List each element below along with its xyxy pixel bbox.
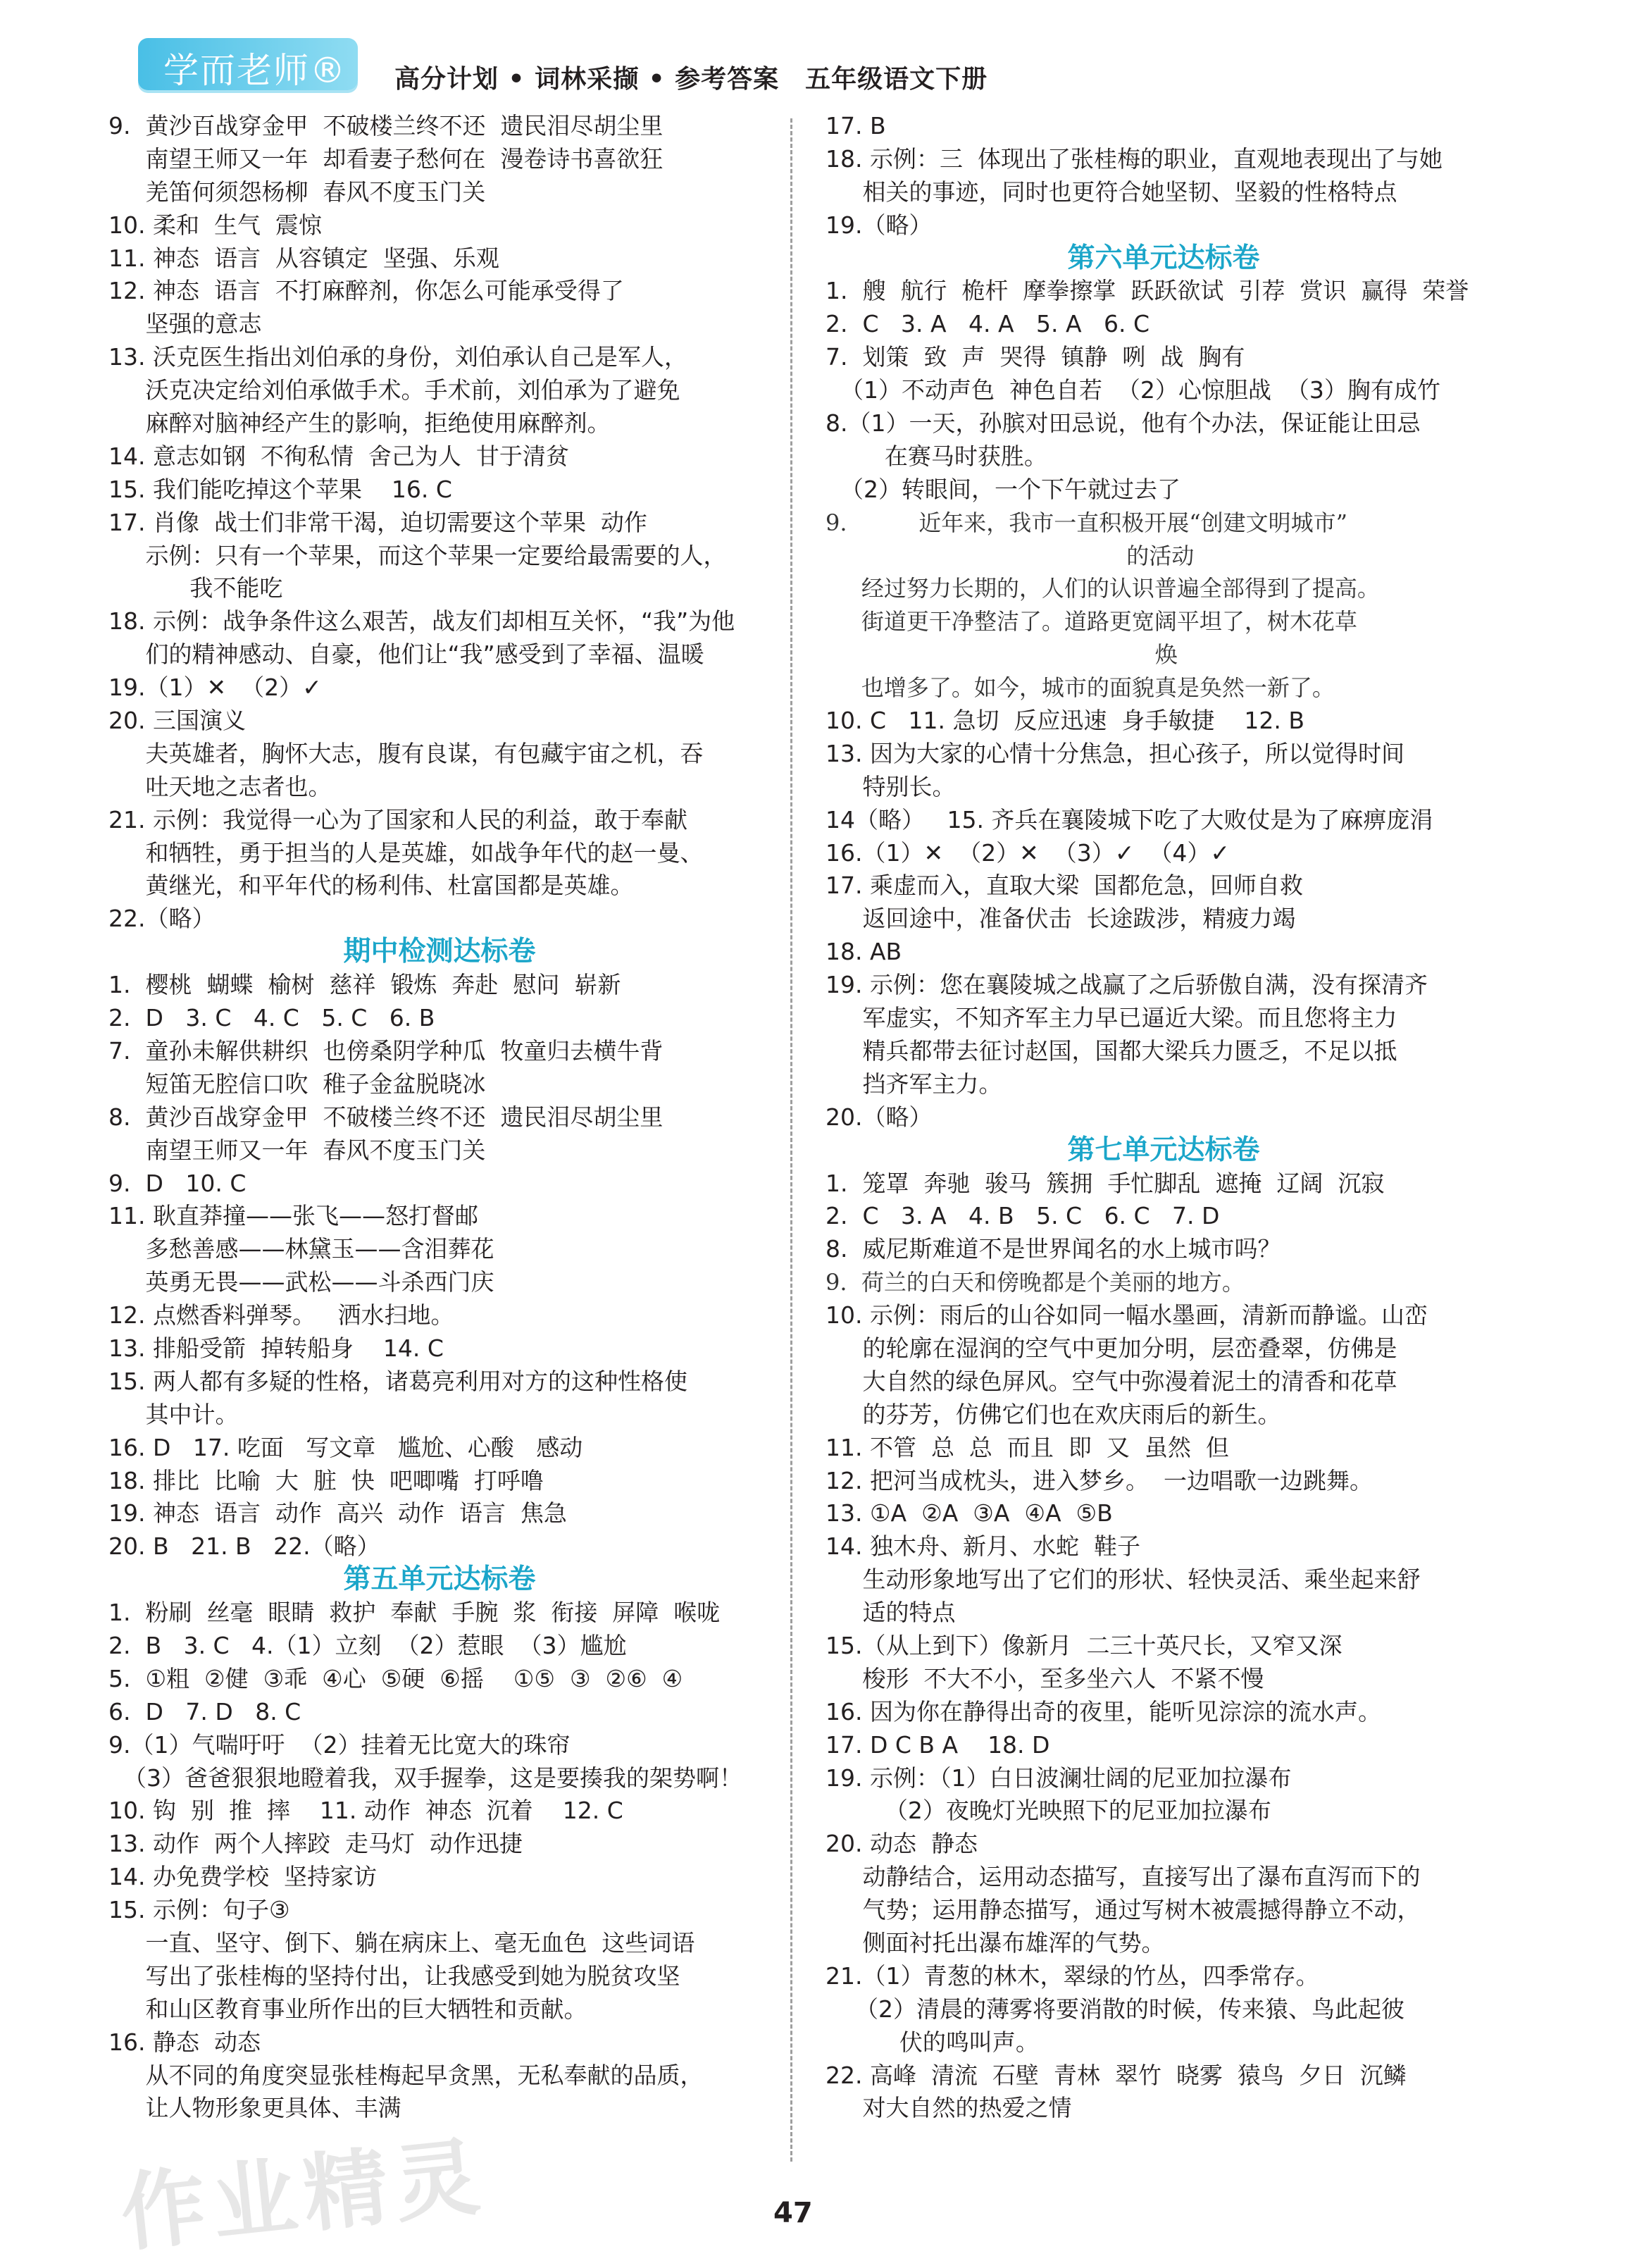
answer-line: 黄继光，和平年代的杨利伟、杜富国都是英雄。 bbox=[108, 872, 634, 900]
answer-line: 13. 排船受箭 掉转船身 14. C bbox=[108, 1334, 444, 1362]
answer-line: 相关的事迹，同时也更符合她坚韧、坚毅的性格特点 bbox=[826, 178, 1397, 206]
answer-line: 19.（1）✕ （2）✓ bbox=[108, 674, 322, 702]
answer-line: 9. 荷兰的白天和傍晚都是个美丽的地方。 bbox=[826, 1269, 1245, 1296]
answer-line: 13. 沃克医生指出刘伯承的身份，刘伯承认自己是军人， bbox=[108, 343, 687, 371]
answer-line: 写出了张桂梅的坚持付出，让我感受到她为脱贫攻坚 bbox=[108, 1962, 680, 1990]
answer-line: 18. 排比 比喻 大 脏 快 吧唧嘴 打呼噜 bbox=[108, 1466, 544, 1494]
answer-line: 2. C 3. A 4. A 5. A 6. C bbox=[826, 310, 1150, 338]
answer-line: 南望王师又一年 春风不度玉门关 bbox=[108, 1136, 486, 1164]
answer-line: 12. 点燃香料弹琴。 洒水扫地。 bbox=[108, 1301, 454, 1330]
answer-line: 5. ①粗 ②健 ③乖 ④心 ⑤硬 ⑥摇 ①⑤ ③ ②⑥ ④ bbox=[108, 1664, 683, 1692]
answer-line: 18. 示例：三 体现出了张桂梅的职业，直观地表现出了与她 bbox=[826, 144, 1443, 173]
answer-line: 15. 两人都有多疑的性格，诸葛亮利用对方的这种性格使 bbox=[108, 1367, 687, 1395]
answer-line: 16. 静态 动态 bbox=[108, 2028, 261, 2056]
answer-line: 和牺牲，勇于担当的人是英雄，如战争年代的赵一曼、 bbox=[108, 838, 704, 867]
answer-line: 夫英雄者，胸怀大志，腹有良谋，有包藏宇宙之机，吞 bbox=[108, 739, 704, 767]
answer-line: 16.（1）✕ （2）✕ （3）✓ （4）✓ bbox=[826, 838, 1231, 867]
answer-line: 13. ①A ②A ③A ④A ⑤B bbox=[826, 1499, 1113, 1528]
answer-line: （2）转眼间，一个下午就过去了 bbox=[826, 475, 1181, 503]
answer-line: 19. 示例：（1）白日波澜壮阔的尼亚加拉瀑布 bbox=[826, 1764, 1292, 1792]
answer-line: 对大自然的热爱之情 bbox=[826, 2094, 1072, 2122]
answer-line: 8. 威尼斯难道不是世界闻名的水上城市吗？ bbox=[826, 1235, 1281, 1263]
column-divider bbox=[790, 118, 792, 2162]
answer-line: 们的精神感动、自豪，他们让“我”感受到了幸福、温暖 bbox=[108, 640, 704, 669]
answer-line: 2. D 3. C 4. C 5. C 6. B bbox=[108, 1004, 435, 1032]
answer-line: 20. B 21. B 22.（略） bbox=[108, 1532, 380, 1561]
answer-line: 15. 示例：句子③ bbox=[108, 1896, 290, 1924]
answer-line: 2. B 3. C 4.（1）立刻 （2）惹眼 （3）尴尬 bbox=[108, 1631, 627, 1659]
answer-line: 1. 艘 航行 桅杆 摩拳擦掌 跃跃欲试 引荐 赏识 赢得 荣誉 bbox=[826, 277, 1469, 305]
answer-line: 8. 黄沙百战穿金甲 不破楼兰终不还 遗民泪尽胡尘里 bbox=[108, 1103, 664, 1131]
page-number: 47 bbox=[773, 2197, 813, 2229]
answer-line: 我不能吃 bbox=[108, 574, 283, 602]
answer-line: 14. 办免费学校 坚持家访 bbox=[108, 1863, 377, 1891]
answer-line: 的芬芳，仿佛它们也在欢庆雨后的新生。 bbox=[826, 1400, 1281, 1428]
answer-line: 1. 樱桃 蝴蝶 榆树 慈祥 锻炼 奔赴 慰问 崭新 bbox=[108, 971, 621, 999]
answer-line: 焕 bbox=[826, 641, 1178, 669]
answer-line: 14. 意志如钢 不徇私情 舍己为人 甘于清贫 bbox=[108, 442, 569, 470]
answer-line: 10. C 11. 急切 反应迅速 身手敏捷 12. B bbox=[826, 707, 1304, 735]
answer-line: 18. AB bbox=[826, 938, 902, 966]
answer-line: 和山区教育事业所作出的巨大牺牲和贡献。 bbox=[108, 1995, 587, 2023]
answer-line: 军虚实，不知齐军主力早已逼近大梁。而且您将主力 bbox=[826, 1004, 1397, 1032]
answer-line: 坚强的意志 bbox=[108, 310, 262, 338]
answer-line: 10. 示例：雨后的山谷如同一幅水墨画，清新而静谧。山峦 bbox=[826, 1301, 1428, 1330]
answer-line: 17. 肖像 战士们非常干渴，迫切需要这个苹果 动作 bbox=[108, 508, 647, 536]
answer-line: 10. 柔和 生气 震惊 bbox=[108, 211, 322, 239]
answer-line: 梭形 不大不小，至多坐六人 不紧不慢 bbox=[826, 1664, 1264, 1692]
answer-line: 12. 把河当成枕头，进入梦乡。 一边唱歌一边跳舞。 bbox=[826, 1466, 1373, 1494]
answer-line: 14（略） 15. 齐兵在襄陵城下吃了大败仗是为了麻痹庞涓 bbox=[826, 805, 1433, 834]
answer-line: 其中计。 bbox=[108, 1400, 239, 1428]
brand-logo bbox=[138, 38, 358, 90]
answer-line: 气势；运用静态描写，通过写树木被震撼得静立不动， bbox=[826, 1896, 1421, 1924]
answer-line: 18. 示例：战争条件这么艰苦，战友们却相互关怀，“我”为他 bbox=[108, 607, 735, 636]
answer-line: 6. D 7. D 8. C bbox=[108, 1697, 301, 1725]
section-heading: 第五单元达标卷 bbox=[343, 1563, 536, 1596]
answer-line: 返回途中，准备伏击 长途跋涉，精疲力竭 bbox=[826, 905, 1296, 933]
answer-line: 2. C 3. A 4. B 5. C 6. C 7. D bbox=[826, 1202, 1220, 1230]
answer-line: 19.（略） bbox=[826, 211, 933, 239]
page-header-title: 高分计划 • 词林采撷 • 参考答案 五年级语文下册 bbox=[394, 65, 988, 94]
answer-line: 13. 因为大家的心情十分焦急，担心孩子，所以觉得时间 bbox=[826, 739, 1404, 767]
answer-line: 羌笛何须怨杨柳 春风不度玉门关 bbox=[108, 178, 486, 206]
answer-line: 9. 近年来，我市一直积极开展“创建文明城市” bbox=[826, 509, 1347, 536]
answer-line: 19. 神态 语言 动作 高兴 动作 语言 焦急 bbox=[108, 1499, 567, 1528]
answer-line: 生动形象地写出了它们的形状、轻快灵活、乘坐起来舒 bbox=[826, 1566, 1421, 1594]
answer-line: 沃克决定给刘伯承做手术。手术前，刘伯承为了避免 bbox=[108, 376, 680, 404]
answer-line: 从不同的角度突显张桂梅起早贪黑，无私奉献的品质， bbox=[108, 2061, 704, 2089]
answer-line: 大自然的绿色屏风。空气中弥漫着泥土的清香和花草 bbox=[826, 1367, 1397, 1395]
answer-line: 9. D 10. C bbox=[108, 1169, 247, 1197]
answer-line: 9.（1）气喘吁吁 （2）挂着无比宽大的珠帘 bbox=[108, 1730, 571, 1759]
answer-line: 7. 划策 致 声 哭得 镇静 咧 战 胸有 bbox=[826, 343, 1245, 371]
answer-line: 13. 动作 两个人摔跤 走马灯 动作迅捷 bbox=[108, 1830, 523, 1858]
answer-line: 挡齐军主力。 bbox=[826, 1070, 1002, 1098]
answer-line: 21. 示例：我觉得一心为了国家和人民的利益，敢于奉献 bbox=[108, 805, 687, 834]
answer-line: 吐天地之志者也。 bbox=[108, 772, 332, 800]
answer-line: 20.（略） bbox=[826, 1103, 933, 1131]
answer-line: 21.（1）青葱的林木，翠绿的竹丛，四季常存。 bbox=[826, 1962, 1319, 1990]
answer-line: 19. 示例：您在襄陵城之战赢了之后骄傲自满，没有探清齐 bbox=[826, 971, 1428, 999]
answer-line: 特别长。 bbox=[826, 772, 956, 800]
answer-line: 11. 耿直莽撞——张飞——怒打督邮 bbox=[108, 1202, 478, 1230]
answer-line: 精兵都带去征讨赵国，国都大梁兵力匮乏，不足以抵 bbox=[826, 1036, 1397, 1065]
answer-line: （3）爸爸狠狠地瞪着我，双手握拳，这是要揍我的架势啊！ bbox=[108, 1764, 742, 1792]
answer-line: 14. 独木舟、新月、水蛇 鞋子 bbox=[826, 1532, 1140, 1561]
answer-line: 22.（略） bbox=[108, 905, 216, 933]
answer-line: （1）不动声色 神色自若 （2）心惊胆战 （3）胸有成竹 bbox=[826, 376, 1440, 404]
brand-logo-text: 学而老师® bbox=[163, 50, 347, 91]
answer-line: 侧面衬托出瀑布雄浑的气势。 bbox=[826, 1928, 1165, 1957]
answer-line: 英勇无畏——武松——斗杀西门庆 bbox=[108, 1268, 494, 1296]
answer-line: 15.（从上到下）像新月 二三十英尺长，又窄又深 bbox=[826, 1631, 1343, 1659]
answer-line: 适的特点 bbox=[826, 1599, 956, 1627]
answer-line: 22. 高峰 清流 石壁 青林 翠竹 晓雾 猿鸟 夕日 沉鳞 bbox=[826, 2061, 1407, 2089]
answer-line: 16. 因为你在静得出奇的夜里，能听见淙淙的流水声。 bbox=[826, 1697, 1381, 1725]
answer-line: 在赛马时获胜。 bbox=[826, 442, 1047, 470]
answer-line: 麻醉对脑神经产生的影响，拒绝使用麻醉剂。 bbox=[108, 409, 611, 438]
answer-line: 17. D C B A 18. D bbox=[826, 1730, 1050, 1759]
section-heading: 第六单元达标卷 bbox=[1067, 242, 1260, 274]
answer-line: 9. 黄沙百战穿金甲 不破楼兰终不还 遗民泪尽胡尘里 bbox=[108, 112, 664, 140]
answer-line: 11. 不管 总 总 而且 即 又 虽然 但 bbox=[826, 1433, 1229, 1461]
answer-line: 1. 粉刷 丝毫 眼睛 救护 奉献 手腕 浆 衔接 屏障 喉咙 bbox=[108, 1599, 721, 1627]
right-answer-column bbox=[826, 110, 1502, 2125]
answer-line: 12. 神态 语言 不打麻醉剂，你怎么可能承受得了 bbox=[108, 277, 624, 305]
answer-line: 经过努力长期的，人们的认识普遍全部得到了提高。 bbox=[826, 575, 1380, 602]
section-heading: 第七单元达标卷 bbox=[1067, 1134, 1260, 1166]
answer-line: 短笛无腔信口吹 稚子金盆脱晓冰 bbox=[108, 1070, 486, 1098]
answer-line: 动静结合，运用动态描写，直接写出了瀑布直泻而下的 bbox=[826, 1863, 1421, 1891]
answer-line: 也增多了。如今，城市的面貌真是奂然一新了。 bbox=[826, 674, 1335, 702]
answer-line: 15. 我们能吃掉这个苹果 16. C bbox=[108, 475, 452, 503]
answer-line: 1. 笼罩 奔驰 骏马 簇拥 手忙脚乱 遮掩 辽阔 沉寂 bbox=[826, 1169, 1385, 1197]
answer-line: 的活动 bbox=[826, 542, 1195, 569]
answer-line: 17. B bbox=[826, 112, 886, 140]
answer-line: 让人物形象更具体、丰满 bbox=[108, 2094, 401, 2122]
section-heading: 期中检测达标卷 bbox=[343, 936, 536, 968]
answer-line: 的轮廓在湿润的空气中更加分明，层峦叠翠，仿佛是 bbox=[826, 1334, 1397, 1362]
answer-line: 南望王师又一年 却看妻子愁何在 漫卷诗书喜欲狂 bbox=[108, 144, 664, 173]
answer-line: 示例：只有一个苹果，而这个苹果一定要给最需要的人， bbox=[108, 541, 727, 569]
answer-line: 一直、坚守、倒下、躺在病床上、毫无血色 这些词语 bbox=[108, 1928, 695, 1957]
answer-line: 20. 三国演义 bbox=[108, 707, 246, 735]
answer-line: 街道更干净整洁了。道路更宽阔平坦了，树木花草 bbox=[826, 608, 1357, 636]
answer-line: （2）夜晚灯光映照下的尼亚加拉瀑布 bbox=[826, 1797, 1271, 1825]
answer-line: 17. 乘虚而入，直取大梁 国都危急，回师自救 bbox=[826, 872, 1303, 900]
answer-line: 16. D 17. 吃面 写文章 尴尬、心酸 感动 bbox=[108, 1433, 583, 1461]
answer-line: 10. 钩 别 推 摔 11. 动作 神态 沉着 12. C bbox=[108, 1797, 623, 1825]
answer-line: 20. 动态 静态 bbox=[826, 1830, 978, 1858]
left-answer-column bbox=[108, 110, 771, 2125]
answer-line: 7. 童孙未解供耕织 也傍桑阴学种瓜 牧童归去横牛背 bbox=[108, 1036, 664, 1065]
answer-line: 8.（1）一天，孙膑对田忌说，他有个办法，保证能让田忌 bbox=[826, 409, 1421, 438]
watermark: 作业精灵 bbox=[116, 2128, 491, 2264]
answer-line: 伏的鸣叫声。 bbox=[826, 2028, 1039, 2056]
answer-line: 11. 神态 语言 从容镇定 坚强、乐观 bbox=[108, 244, 499, 272]
answer-line: （2）清晨的薄雾将要消散的时候，传来猿、鸟此起彼 bbox=[826, 1995, 1404, 2023]
answer-line: 多愁善感——林黛玉——含泪葬花 bbox=[108, 1235, 494, 1263]
